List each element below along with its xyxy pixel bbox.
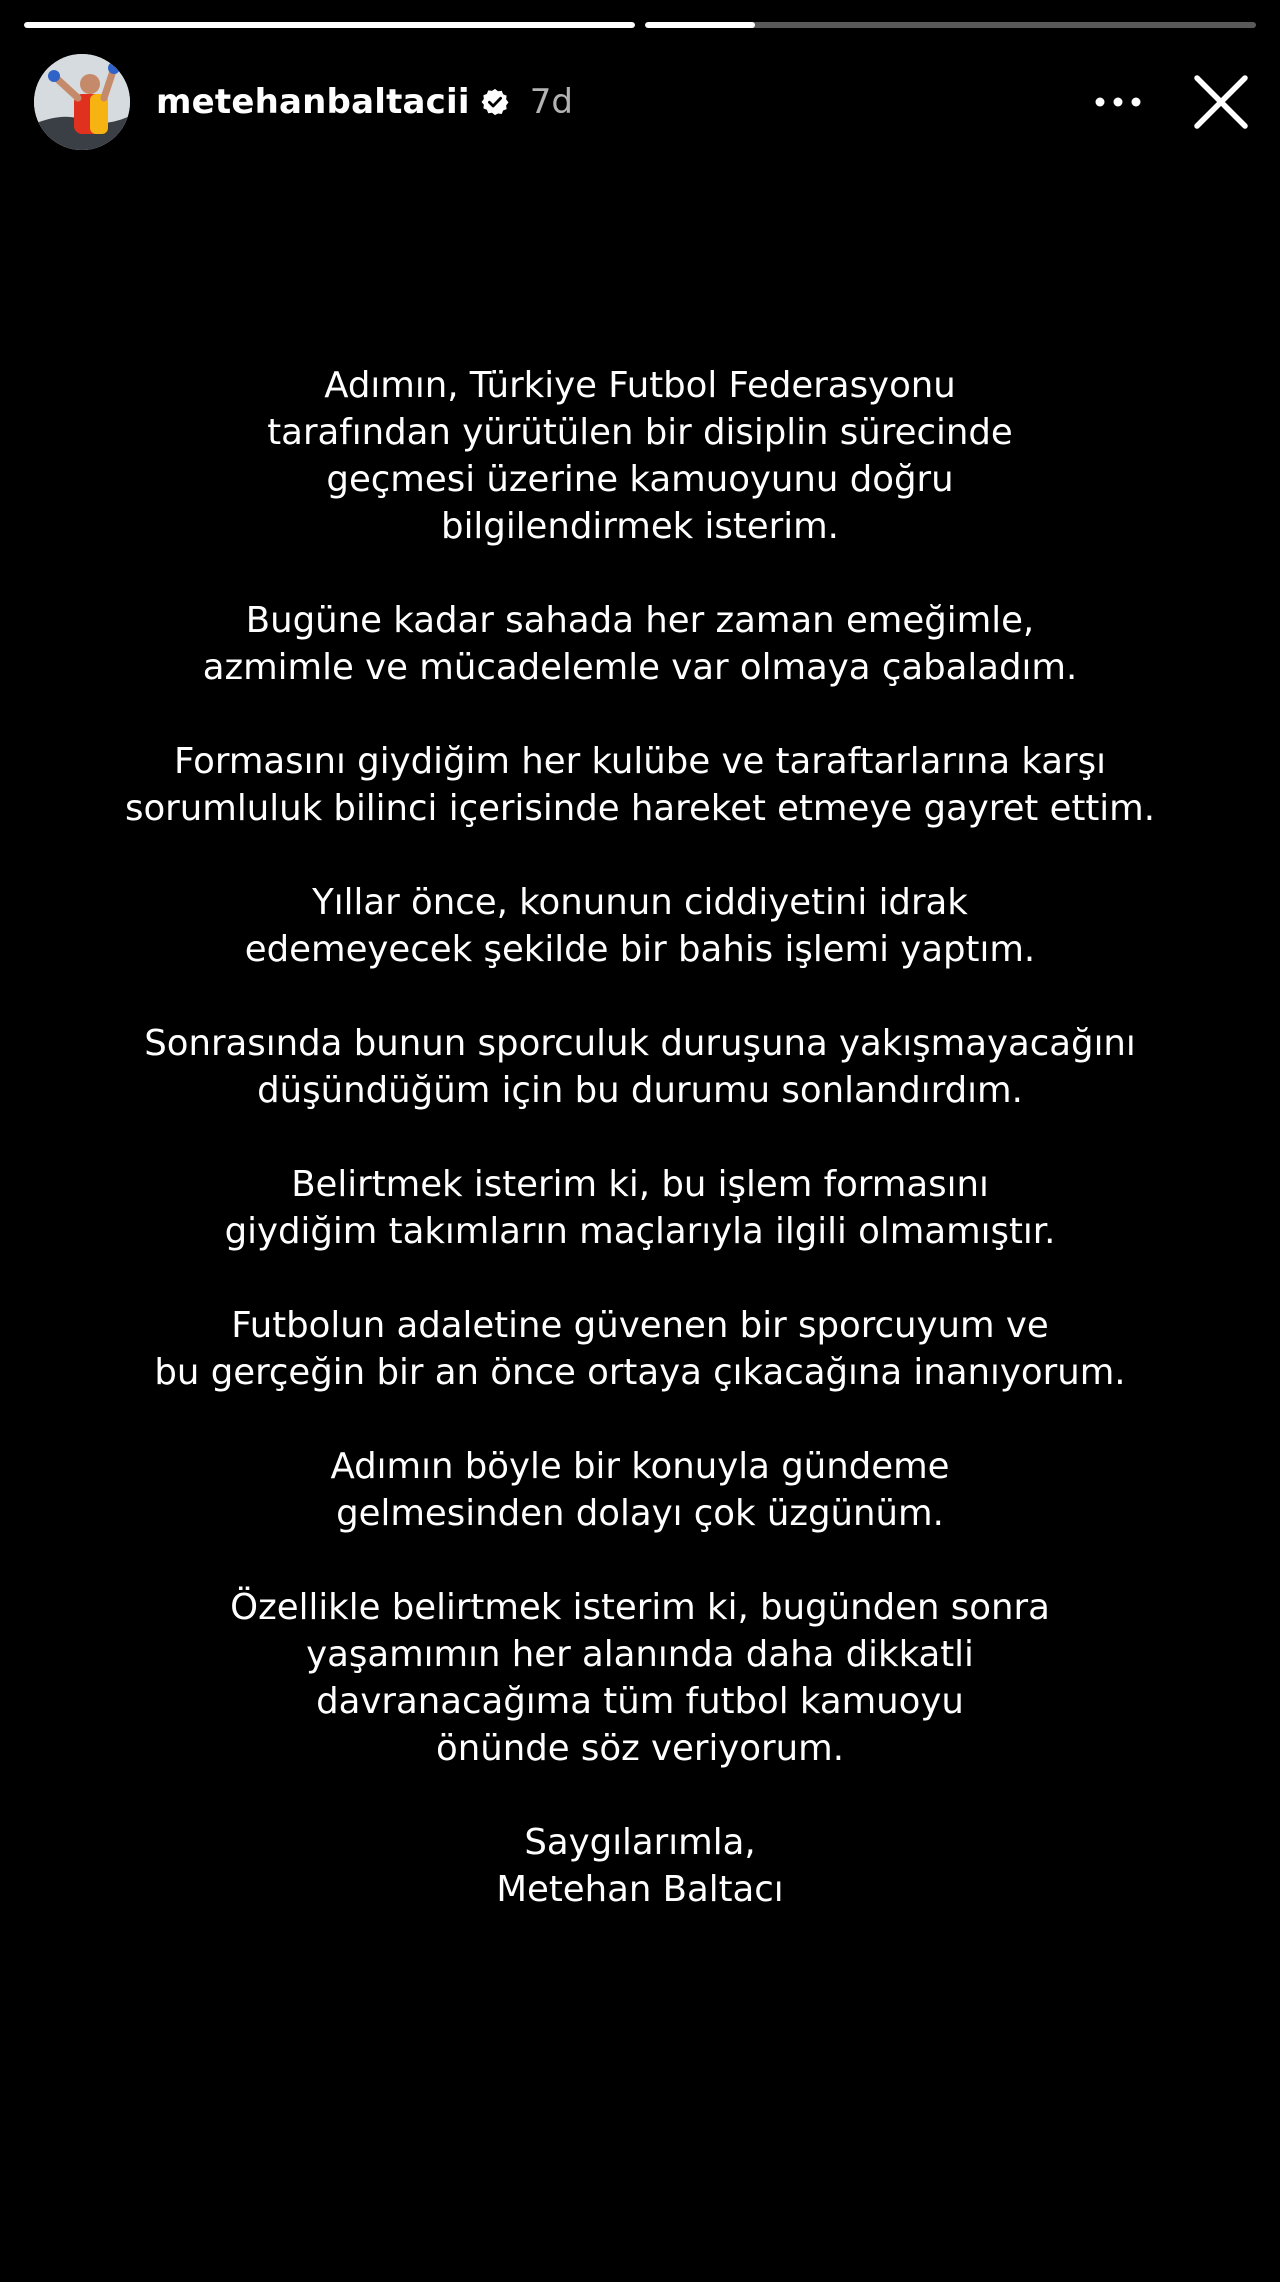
statement-line: önünde söz veriyorum. xyxy=(435,1728,844,1769)
statement-line: gelmesinden dolayı çok üzgünüm. xyxy=(336,1493,944,1534)
statement-line: Bugüne kadar sahada her zaman emeğimle, xyxy=(245,600,1035,641)
statement-paragraph xyxy=(40,1302,1240,1396)
story-header xyxy=(34,54,1256,150)
statement-line: Yıllar önce, konunun ciddiyetini idrak xyxy=(312,882,968,923)
progress-fill-2 xyxy=(645,22,755,28)
statement-line: yaşamımın her alanında daha dikkatli xyxy=(306,1634,974,1675)
progress-segment-1 xyxy=(24,22,635,28)
signature-line: Metehan Baltacı xyxy=(496,1869,784,1910)
close-icon xyxy=(1191,72,1251,132)
more-horizontal-icon xyxy=(1094,96,1142,108)
statement-line: Adımın, Türkiye Futbol Federasyonu xyxy=(324,365,956,406)
story-progress-bar xyxy=(24,22,1256,28)
post-time: 7d xyxy=(529,82,573,122)
statement-line: sorumluluk bilinci içerisinde hareket etmeye gayret ettim. xyxy=(124,788,1156,829)
statement-text xyxy=(40,362,1240,1913)
statement-paragraph xyxy=(40,879,1240,973)
statement-line: Futbolun adaletine güvenen bir sporcuyum ve xyxy=(231,1305,1049,1346)
close-button[interactable] xyxy=(1186,67,1256,137)
statement-paragraph xyxy=(40,362,1240,550)
progress-segment-2 xyxy=(645,22,1256,28)
statement-line: tarafından yürütülen bir disiplin sürecinde xyxy=(267,412,1013,453)
statement-line: giydiğim takımların maçlarıyla ilgili olmamıştır. xyxy=(224,1211,1056,1252)
statement-paragraph xyxy=(40,1161,1240,1255)
statement-line: bilgilendirmek isterim. xyxy=(441,506,839,547)
signature xyxy=(40,1819,1240,1913)
statement-paragraph xyxy=(40,738,1240,832)
statement-line: azmimle ve mücadelemle var olmaya çabaladım. xyxy=(202,647,1078,688)
statement-line: geçmesi üzerine kamuoyunu doğru xyxy=(326,459,954,500)
statement-line: Adımın böyle bir konuyla gündeme xyxy=(330,1446,950,1487)
progress-fill-1 xyxy=(24,22,635,28)
avatar-image xyxy=(34,54,130,150)
statement-line: edemeyecek şekilde bir bahis işlemi yaptım. xyxy=(244,929,1036,970)
statement-line: Özellikle belirtmek isterim ki, bugünden sonra xyxy=(230,1587,1050,1628)
statement-line: davranacağıma tüm futbol kamuoyu xyxy=(316,1681,964,1722)
statement-paragraph xyxy=(40,597,1240,691)
statement-line: Belirtmek isterim ki, bu işlem formasını xyxy=(291,1164,989,1205)
signature-line: Saygılarımla, xyxy=(524,1822,756,1863)
avatar[interactable] xyxy=(34,54,130,150)
statement-line: Formasını giydiğim her kulübe ve taraftarlarına karşı xyxy=(173,741,1106,782)
more-options-button[interactable] xyxy=(1086,70,1150,134)
statement-paragraph xyxy=(40,1020,1240,1114)
statement-paragraph xyxy=(40,1443,1240,1537)
verified-badge-icon xyxy=(480,87,510,117)
username[interactable]: metehanbaltacii xyxy=(156,82,470,122)
statement-line: Sonrasında bunun sporculuk duruşuna yakışmayacağını xyxy=(144,1023,1136,1064)
statement-paragraph xyxy=(40,1584,1240,1772)
statement-line: bu gerçeğin bir an önce ortaya çıkacağına inanıyorum. xyxy=(154,1352,1126,1393)
statement-line: düşündüğüm için bu durumu sonlandırdım. xyxy=(257,1070,1023,1111)
